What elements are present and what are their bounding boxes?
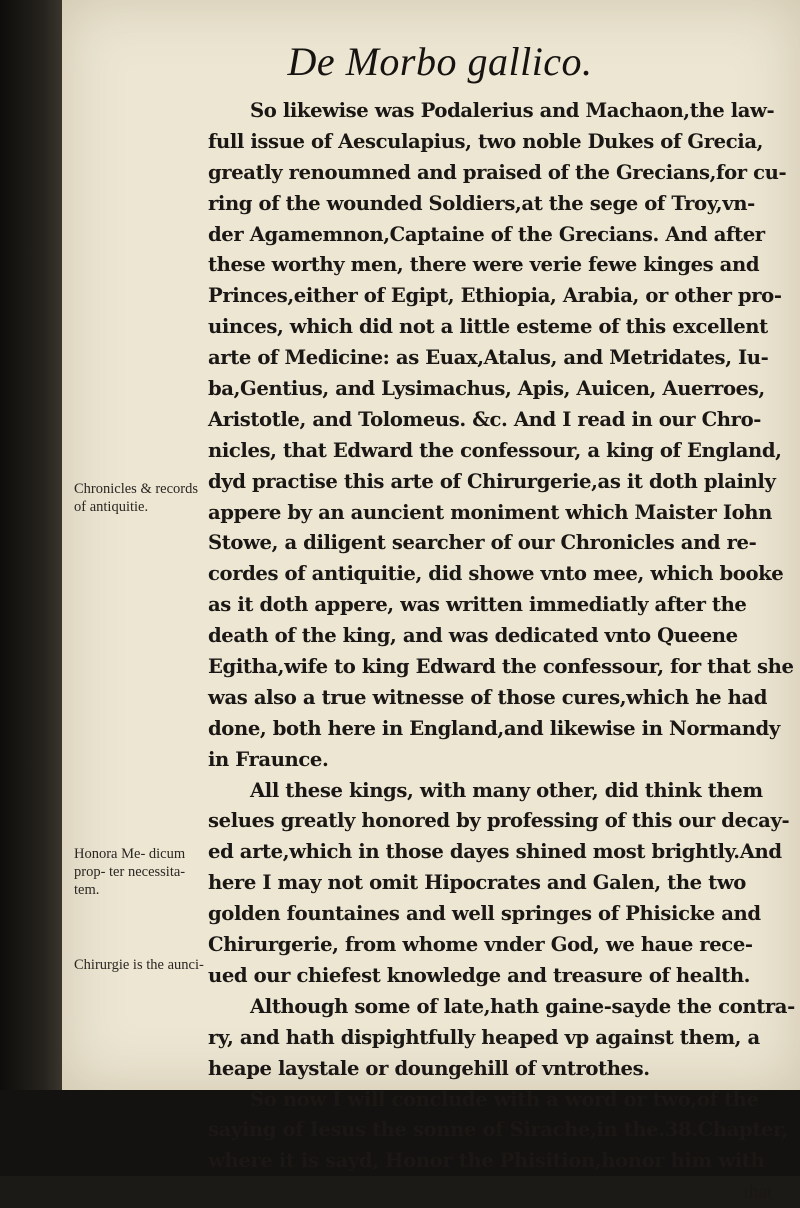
text-line: dyd practise this arte of Chirurgerie,as it doth plainly (208, 469, 776, 493)
catchword: that (743, 1181, 772, 1204)
margin-note-honora: Honora Me- dicum prop- ter necessita- tem. (74, 846, 186, 898)
text-line: ed arte,which in those dayes shined most brightly.And (208, 840, 782, 864)
text-line: done, both here in England,and likewise in Normandy (208, 716, 780, 740)
text-line: ba,Gentius, and Lysimachus, Apis, Auicen, Auerroes, (208, 377, 765, 401)
text-line: was also a true witnesse of those cures,which he had (208, 685, 768, 709)
text-line: der Agamemnon,Captaine of the Grecians. And after (208, 222, 765, 246)
book-gutter (0, 0, 62, 1090)
text-line: ry, and hath dispightfully heaped vp against them, a (208, 1025, 760, 1049)
text-line: full issue of Aesculapius, two noble Dukes of Grecia, (208, 129, 764, 153)
running-header: De Morbo gallico. (287, 39, 593, 84)
main-text-block (208, 96, 798, 1208)
text-line: Egitha,wife to king Edward the confessour, for that she (208, 655, 794, 679)
text-line: So now I will conclude with a word or two,of the (250, 1087, 759, 1111)
text-line: Although some of late,hath gaine-sayde the contra- (250, 994, 795, 1018)
text-line: saying of Iesus the sonne of Sirache,in the.38.Chapter, (208, 1118, 788, 1142)
text-line: ring of the wounded Soldiers,at the sege of Troy,vn- (208, 191, 755, 215)
text-line: appere by an auncient moniment which Maister Iohn (208, 500, 772, 524)
margin-note-chronicles: Chronicles & records of antiquitie. (74, 481, 199, 515)
text-line: heape laystale or doungehill of vntrothes. (208, 1056, 650, 1080)
text-line: in Fraunce. (208, 747, 329, 771)
text-line: cordes of antiquitie, did showe vnto mee, which booke (208, 562, 784, 586)
text-line: ued our chiefest knowledge and treasure of health. (208, 963, 751, 987)
text-line: uinces, which did not a little esteme of this excellent (208, 315, 768, 339)
text-line: nicles, that Edward the confessour, a king of England, (208, 438, 782, 462)
text-line: death of the king, and was dedicated vnto Queene (208, 624, 738, 648)
text-line: selues greatly honored by professing of this our decay- (208, 809, 790, 833)
text-line: as it doth appere, was written immediatly after the (208, 593, 747, 617)
text-line: here I may not omit Hipocrates and Galen, the two (208, 871, 746, 895)
text-line: So likewise was Podalerius and Machaon,the law- (250, 99, 775, 122)
text-line: arte of Medicine: as Euax,Atalus, and Metridates, Iu- (208, 346, 769, 370)
text-line: greatly renoumned and praised of the Grecians,for cu- (208, 160, 787, 184)
text-line: golden fountaines and well springes of Phisicke and (208, 902, 761, 926)
text-line: where it is sayd, Honor the Phisition,honor him with (208, 1149, 765, 1173)
text-line: All these kings, with many other, did think them (250, 778, 763, 802)
text-line: Stowe, a diligent searcher of our Chronicles and re- (208, 531, 757, 555)
text-line: these worthy men, there were verie fewe kinges and (208, 253, 760, 277)
text-line: Chirurgerie, from whome vnder God, we haue rece- (208, 933, 753, 957)
margin-note-chirurgie: Chirurgie is the aunci- (74, 957, 204, 973)
text-line: Princes,either of Egipt, Ethiopia, Arabia, or other pro- (208, 284, 782, 308)
text-line: Aristotle, and Tolomeus. &c. And I read in our Chro- (208, 407, 761, 431)
